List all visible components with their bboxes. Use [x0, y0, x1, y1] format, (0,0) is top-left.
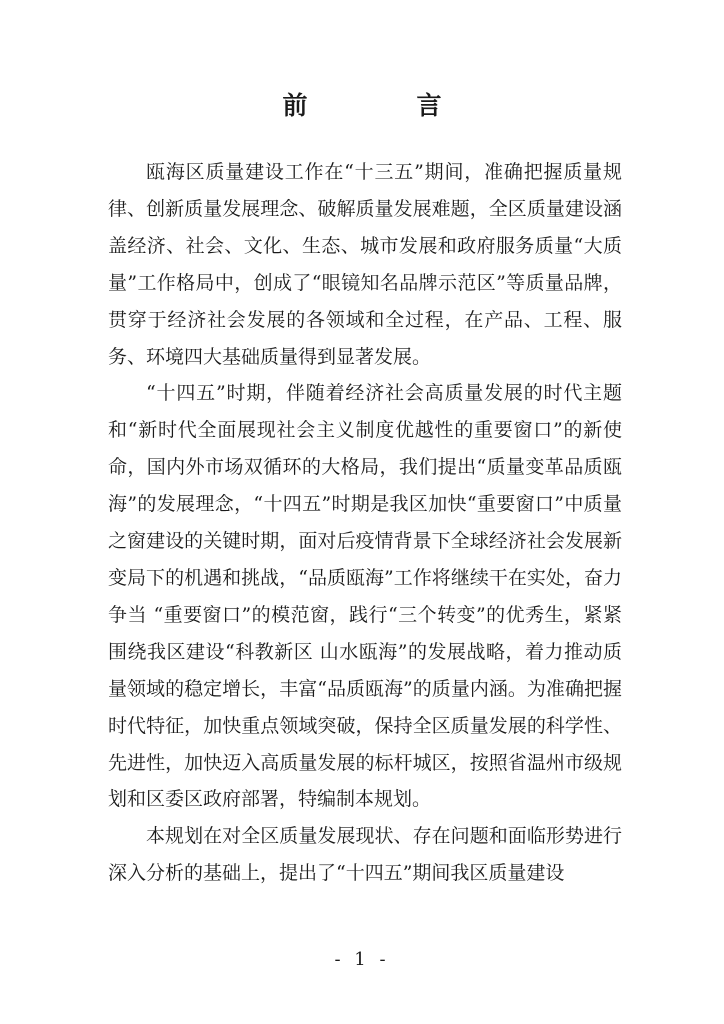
page-number: - 1 -	[334, 949, 390, 970]
paragraph-2: “十四五”时期，伴随着经济社会高质量发展的时代主题和“新时代全面展现社会主义制度优越性的重要窗口”的新使命，国内外市场双循环的大格局，我们提出“质量变革品质瓯海”的发展理念，“十四五”时期是我区加快“重要窗口”中质量之窗建设的关键时期，面对后疫情背景下全球经济社会发展新变局下的机遇和挑战，“品质瓯海”工作将继续干在实处，奋力争当 “重要窗口”的模范窗，践行“三个转变”的优秀生，紧紧围绕我区建设“科教新区 山水瓯海”的发展战略，着力推动质量领域的稳定增长，丰富“品质瓯海”的质量内涵。为准确把握时代特征，加快重点领域突破，保持全区质量发展的科学性、先进性，加快迈入高质量发展的标杆城区，按照省温州市级规划和区委区政府部署，特编制本规划。	[108, 382, 622, 811]
paragraph-1: 瓯海区质量建设工作在“十三五”期间，准确把握质量规律、创新质量发展理念、破解质量发展难题，全区质量建设涵盖经济、社会、文化、生态、城市发展和政府服务质量“大质量”工作格局中，创成了“眼镜知名品牌示范区”等质量品牌，贯穿于经济社会发展的各领域和全过程，在产品、工程、服务、环境四大基础质量得到显著发展。	[108, 161, 622, 368]
page-title: 前 言	[282, 91, 484, 120]
document-body	[108, 154, 622, 892]
paragraph-3: 本规划在对全区质量发展现状、存在问题和面临形势进行深入分析的基础上，提出了“十四五”期间我区质量建设	[108, 825, 622, 885]
